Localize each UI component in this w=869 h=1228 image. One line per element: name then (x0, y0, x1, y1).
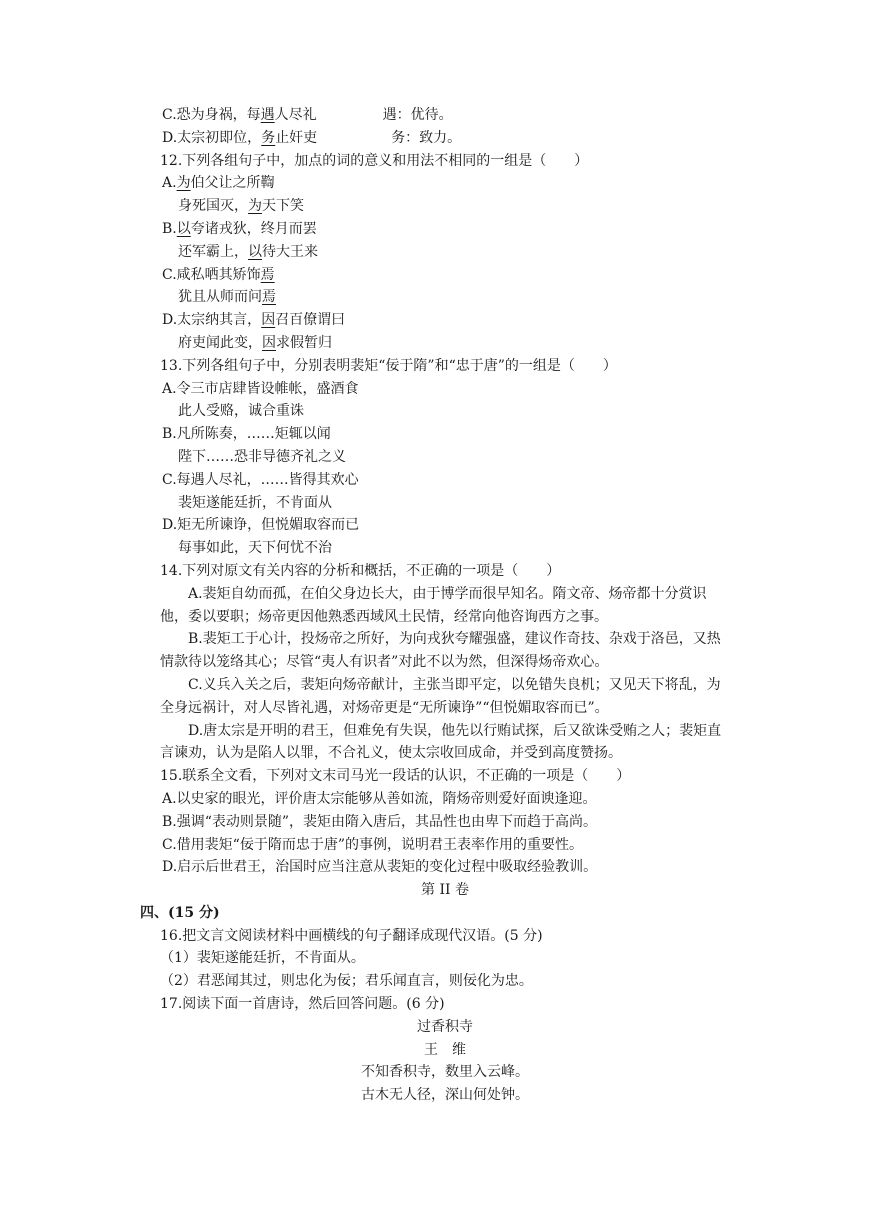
underlined-word: 务 (261, 129, 276, 146)
q12-option-d-b: 府吏闻此变，因求假暂归 (178, 334, 332, 351)
q12-option-a-b: 身死国灭，为天下笑 (178, 198, 304, 215)
q12-option-c: C.咸私哂其矫饰焉 (162, 266, 275, 283)
question-15-stem: 15.联系全文看，下列对文末司马光一段话的认识，不正确的一项是（ ） (160, 768, 631, 785)
q12-option-d: D.太宗纳其言，因召百僚谓曰 (162, 312, 346, 329)
q12-option-c-b: 犹且从师而问焉 (178, 289, 276, 306)
q14-option-c: C.义兵入关之后，裴矩向炀帝献计，主张当即平定，以免错失良机；又见天下将乱，为全身远祸计，对人尽皆礼遇，对炀帝更是“无所谏诤”“但悦媚取容而已”。 (160, 676, 721, 716)
q13-option-c: C.每遇人尽礼，……皆得其欢心 (162, 471, 359, 488)
underlined-word: 遇 (260, 107, 275, 123)
poem-title: 过香积寺 (417, 1018, 473, 1035)
poem-author: 王 维 (424, 1041, 466, 1058)
q13-option-a: A.令三市店肆皆设帷帐，盛酒食 (162, 380, 359, 397)
question-16-stem: 16.把文言文阅读材料中画横线的句子翻译成现代汉语。(5 分) (160, 927, 543, 944)
exam-page (140, 104, 730, 1107)
q13-option-d: D.矩无所谏诤，但悦媚取容而已 (162, 517, 360, 534)
q15-option-b: B.强调“表动则景随”，裴矩由隋入唐后，其品性也由卑下而趋于高尚。 (162, 813, 598, 830)
text: 人尽礼 (274, 107, 317, 123)
q16-item-2: （2）君恶闻其过，则忠化为佞；君乐闻直言，则佞化为忠。 (160, 973, 533, 990)
question-17-stem: 17.阅读下面一首唐诗，然后回答问题。(6 分) (160, 996, 445, 1013)
q14-option-a: A.裴矩自幼而孤，在伯父身边长大，由于博学而很早知名。隋文帝、炀帝都十分赏识他，委以要职；炀帝更因他熟悉西域风土民情，经常向他咨询西方之事。 (160, 585, 707, 625)
q15-option-a: A.以史家的眼光，评价唐太宗能够从善如流，隋炀帝则爱好面谀逢迎。 (162, 790, 597, 807)
option-d-line (160, 127, 730, 150)
q13-option-a-b: 此人受赂，诚合重诛 (178, 403, 304, 420)
q12-option-b: B.以夸诸戎狄，终月而罢 (162, 220, 317, 237)
q15-option-c: C.借用裴矩“佞于隋而忠于唐”的事例，说明君王表率作用的重要性。 (162, 836, 583, 853)
option-c-line (160, 104, 730, 127)
q13-option-d-b: 每事如此，天下何忧不治 (178, 540, 332, 557)
text: D.太宗初即位， (162, 129, 262, 146)
q12-option-a: A.为伯父让之所鞫 (162, 175, 275, 192)
text: 止奸吏 (275, 129, 318, 146)
poem-line-2: 古木无人径，深山何处钟。 (361, 1087, 529, 1104)
q13-option-b: B.凡所陈奏，……矩辄以闻 (162, 426, 331, 443)
q16-item-1: （1）裴矩遂能廷折，不肯面从。 (160, 950, 365, 967)
question-12-stem: 12.下列各组句子中，加点的词的意义和用法不相同的一组是（ ） (160, 152, 589, 169)
question-14-stem: 14.下列对原文有关内容的分析和概括，不正确的一项是（ ） (160, 562, 561, 579)
text: C.恐为身祸，每 (162, 107, 261, 123)
section-heading: 四、(15 分) (140, 904, 220, 921)
q15-option-d: D.启示后世君王，治国时应当注意从裴矩的变化过程中吸取经验教训。 (162, 859, 598, 876)
q14-option-b: B.裴矩工于心计，投炀帝之所好，为向戎狄夸耀强盛，建议作奇技、杂戏于洛邑，又热情款待以笼络其心；尽管“夷人有识者”对此不以为然，但深得炀帝欢心。 (160, 631, 721, 671)
gloss-note: 遇：优待。 (382, 107, 453, 123)
gloss-note: 务：致力。 (391, 129, 462, 146)
poem-line-1: 不知香积寺，数里入云峰。 (361, 1064, 529, 1081)
q12-option-b-b: 还军霸上，以待大王来 (178, 243, 318, 260)
q13-option-b-b: 陛下……恐非导德齐礼之义 (178, 448, 346, 465)
volume-title: 第 II 卷 (421, 882, 469, 899)
question-13-stem: 13.下列各组句子中，分别表明裴矩“佞于隋”和“忠于唐”的一组是（ ） (160, 357, 617, 374)
q14-option-d: D.唐太宗是开明的君王，但难免有失误，他先以行贿试探，后又欲诛受贿之人；裴矩直言谏劝，认为是陷人以罪，不合礼义，使太宗收回成命，并受到高度赞扬。 (160, 722, 722, 762)
q13-option-c-b: 裴矩遂能廷折，不肯面从 (178, 494, 332, 511)
